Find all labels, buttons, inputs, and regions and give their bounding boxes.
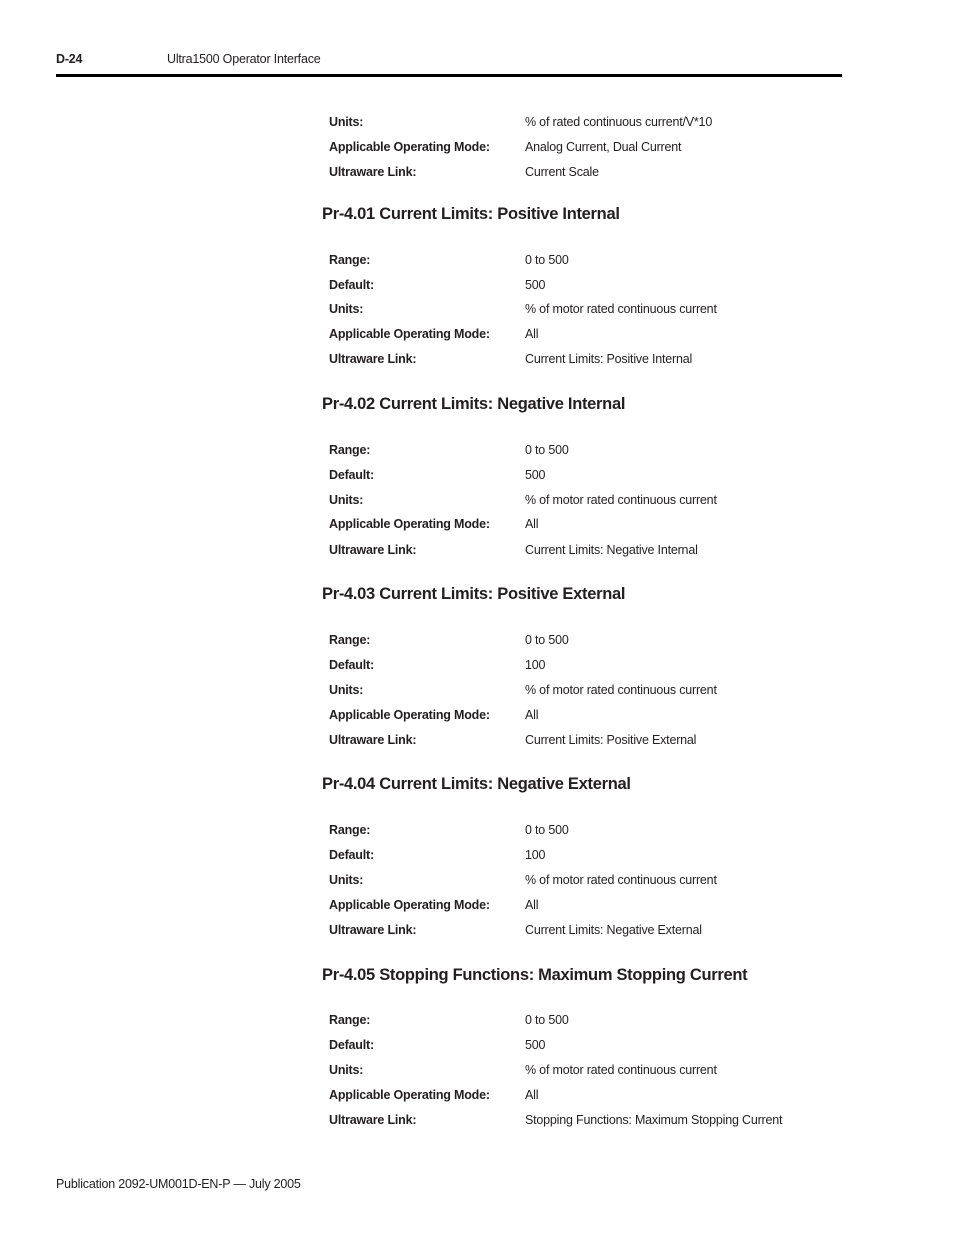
param-label: Default: — [329, 1038, 374, 1052]
header-rule — [56, 74, 842, 77]
section-heading: Pr-4.05 Stopping Functions: Maximum Stopping Current — [322, 966, 748, 984]
param-value: All — [525, 517, 539, 531]
param-row-range — [329, 823, 849, 843]
param-value: All — [525, 1088, 539, 1102]
param-value: Current Scale — [525, 165, 599, 179]
param-label: Units: — [329, 115, 364, 129]
param-label: Applicable Operating Mode: — [329, 708, 490, 722]
param-value: % of motor rated continuous current — [525, 302, 717, 316]
param-row-default — [329, 278, 849, 298]
param-row-default — [329, 1038, 849, 1058]
param-label: Ultraware Link: — [329, 923, 417, 937]
param-row-link — [329, 352, 849, 372]
param-label: Applicable Operating Mode: — [329, 327, 490, 341]
page-number: D-24 — [56, 52, 83, 66]
param-row-units — [329, 873, 849, 893]
param-label: Default: — [329, 658, 374, 672]
running-title: Ultra1500 Operator Interface — [167, 52, 321, 66]
param-row-link — [329, 1113, 849, 1133]
param-label: Default: — [329, 278, 374, 292]
param-value: 0 to 500 — [525, 253, 569, 267]
param-label: Units: — [329, 493, 364, 507]
param-value: 500 — [525, 278, 546, 292]
param-label: Ultraware Link: — [329, 1113, 417, 1127]
publication-footer: Publication 2092-UM001D-EN-P — July 2005 — [56, 1177, 301, 1191]
param-value: % of motor rated continuous current — [525, 493, 717, 507]
param-row-range — [329, 633, 849, 653]
param-label: Default: — [329, 468, 374, 482]
section-heading: Pr-4.02 Current Limits: Negative Internal — [322, 395, 626, 413]
param-value: % of motor rated continuous current — [525, 873, 717, 887]
param-label: Units: — [329, 683, 364, 697]
param-label: Range: — [329, 823, 371, 837]
param-value: % of motor rated continuous current — [525, 683, 717, 697]
param-row-range — [329, 253, 849, 273]
param-row-units — [329, 1063, 849, 1083]
param-label: Units: — [329, 302, 364, 316]
param-row-mode — [329, 517, 849, 537]
param-value: % of rated continuous current/V*10 — [525, 115, 713, 129]
param-row-mode — [329, 327, 849, 347]
param-row-units — [329, 302, 849, 322]
param-label: Ultraware Link: — [329, 165, 417, 179]
param-row-default — [329, 658, 849, 678]
param-value: 0 to 500 — [525, 443, 569, 457]
param-value: All — [525, 898, 539, 912]
param-label: Range: — [329, 443, 371, 457]
param-value: Current Limits: Negative Internal — [525, 543, 698, 557]
param-label: Range: — [329, 253, 371, 267]
param-row-mode — [329, 708, 849, 728]
param-value: 500 — [525, 1038, 546, 1052]
param-label: Ultraware Link: — [329, 733, 417, 747]
section-heading: Pr-4.04 Current Limits: Negative External — [322, 775, 631, 793]
param-label: Applicable Operating Mode: — [329, 1088, 490, 1102]
param-row-units — [329, 493, 849, 513]
param-row-units — [329, 683, 849, 703]
param-row-link — [329, 165, 849, 185]
param-label: Ultraware Link: — [329, 352, 417, 366]
param-value: All — [525, 327, 539, 341]
param-row-default — [329, 848, 849, 868]
param-label: Applicable Operating Mode: — [329, 140, 490, 154]
param-row-link — [329, 543, 849, 563]
param-value: 0 to 500 — [525, 633, 569, 647]
param-row-link — [329, 923, 849, 943]
param-label: Units: — [329, 1063, 364, 1077]
param-row-default — [329, 468, 849, 488]
section-heading: Pr-4.03 Current Limits: Positive External — [322, 585, 626, 603]
param-label: Applicable Operating Mode: — [329, 517, 490, 531]
param-value: 0 to 500 — [525, 1013, 569, 1027]
param-value: Current Limits: Positive External — [525, 733, 697, 747]
param-label: Default: — [329, 848, 374, 862]
param-value: All — [525, 708, 539, 722]
param-value: Current Limits: Negative External — [525, 923, 702, 937]
param-value: 0 to 500 — [525, 823, 569, 837]
param-row-range — [329, 443, 849, 463]
param-row-units — [329, 115, 849, 135]
section-heading: Pr-4.01 Current Limits: Positive Internal — [322, 205, 620, 223]
param-row-mode — [329, 140, 849, 160]
param-row-mode — [329, 898, 849, 918]
param-label: Applicable Operating Mode: — [329, 898, 490, 912]
param-value: Analog Current, Dual Current — [525, 140, 682, 154]
param-value: 500 — [525, 468, 546, 482]
param-label: Range: — [329, 633, 371, 647]
param-row-mode — [329, 1088, 849, 1108]
param-label: Units: — [329, 873, 364, 887]
param-value: Current Limits: Positive Internal — [525, 352, 693, 366]
param-row-range — [329, 1013, 849, 1033]
param-value: % of motor rated continuous current — [525, 1063, 717, 1077]
param-value: Stopping Functions: Maximum Stopping Current — [525, 1113, 783, 1127]
param-label: Range: — [329, 1013, 371, 1027]
param-value: 100 — [525, 658, 546, 672]
param-label: Ultraware Link: — [329, 543, 417, 557]
param-value: 100 — [525, 848, 546, 862]
param-row-link — [329, 733, 849, 753]
